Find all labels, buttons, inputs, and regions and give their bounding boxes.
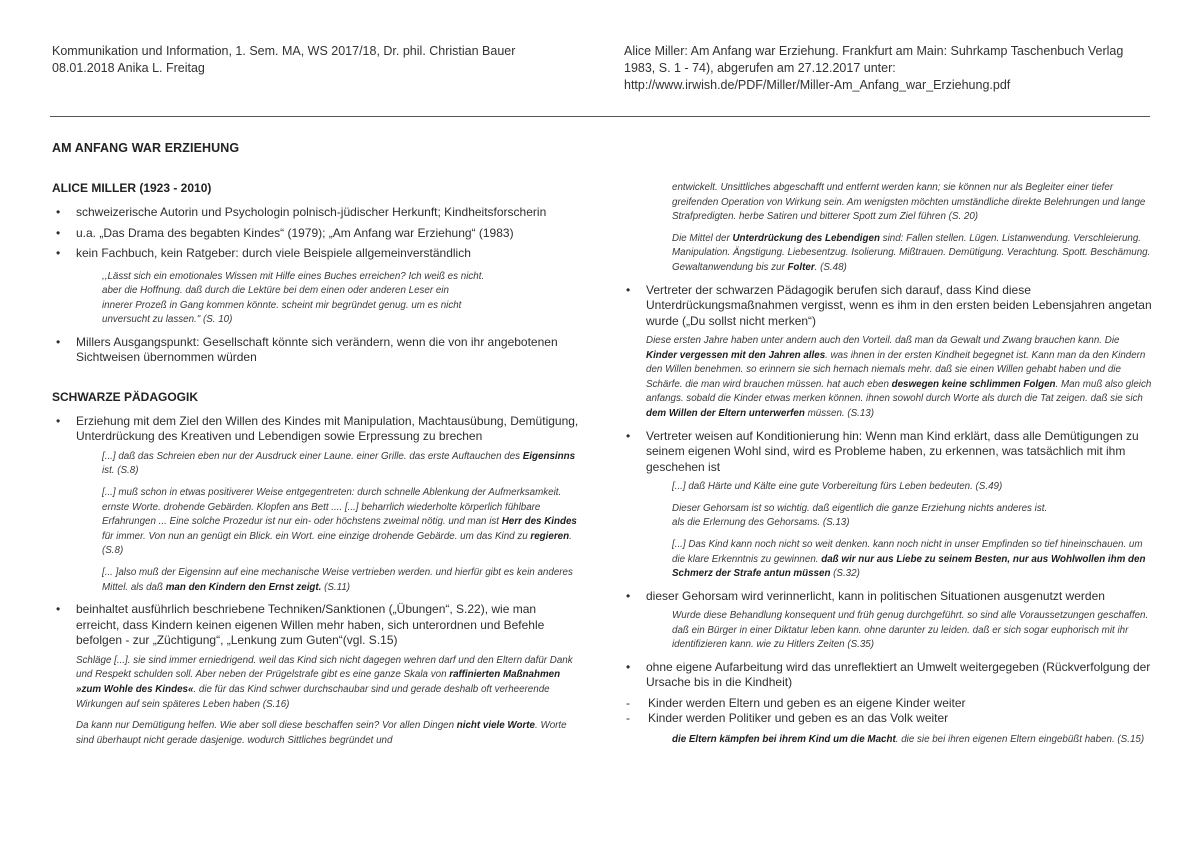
quote-text: Wurde diese Behandlung konsequent und früh genug durchgeführt. so sind alle Voraussetzungen geschaffen. daß ein Bürger in einer Diktatur leben kann. ohne darunter zu leiden. daß er sich sogar euphorisch mit ihr identifizieren kann. wie zu Hitlers Zeiten (S.35) [672,610,1149,651]
bullet-text: Millers Ausgangspunkt: Gesellschaft könnte sich verändern, wenn die von ihr angebotenen Sichtweisen übernommen würden [76,334,558,365]
quote-line: aber die Hoffnung. daß durch die Lektüre bei dem einen oder anderen Leser ein [102,285,449,297]
header-course-info [52,43,572,77]
quote-text: [...] daß das Schreien eben nur der Ausdruck einer Laune. einer Grille. das erste Auftauchen des [102,450,523,462]
quote-line: innerer Prozeß in Gang kommen könnte. scheint mir begründet genug. um es nicht [102,299,462,311]
section-heading-alice-miller: ALICE MILLER (1923 - 2010) [52,181,212,195]
quote-emphasis: nicht viele Worte [456,720,535,732]
quote-text: [...] Das Kind kann noch nicht so weit denken. kann noch nicht in unser Empfinden so tief hineinschauen. um die klare Erkenntnis zu gewinnen. [672,538,1143,565]
dash-text: Kinder werden Eltern und geben es an eigene Kinder weiter [648,695,966,710]
bullet-item [622,660,1152,691]
quote-text: (S.11) [321,581,351,593]
quote-block [52,450,582,479]
quote-text: . die sie bei ihren eigenen Eltern eingebüßt haben. (S.15) [895,733,1145,745]
quote-line: ,,Lässt sich ein emotionales Wissen mit Hilfe eines Buches erreichen? Ich weiß es nicht. [102,270,485,282]
quote-text: sind: Fallen stellen. Lügen. Listanwendung. Verschleierung. Manipulation. Ängstigung. Liebesentzug. Isolierung. Mißtrauen. Demütigung. Verachtung. Spott. Beschämung. Gewaltanwendung bis zur [672,232,1151,273]
quote-block [52,719,582,748]
bullet-item [52,414,582,445]
quote-line: als die Erlernung des Gehorsams. (S.13) [672,517,850,529]
bullet-text: beinhaltet ausführlich beschriebene Techniken/Sanktionen („Übungen“, S.22), wie man erreicht, dass Kindern keinen eigenen Willen mehr haben, sich unterordnen und Befehle befolgen - zur „Züchtigung“, „Lenkung zum Guten“(vgl. S.15) [76,602,545,648]
bullet-icon: • [56,246,61,260]
bullet-text: schweizerische Autorin und Psychologin polnisch-jüdischer Herkunft; Kindheitsforscherin [76,205,547,219]
quote-emphasis: deswegen keine schlimmen Folgen [891,378,1056,390]
quote-line: unversucht zu lassen." (S. 10) [102,314,233,326]
quote-line: Dieser Gehorsam ist so wichtig. daß eigentlich die ganze Erziehung nichts anderes ist. [672,502,1048,514]
header-course-line: Kommunikation und Information, 1. Sem. MA, WS 2017/18, Dr. phil. Christian Bauer [52,44,516,58]
quote-block [622,181,1152,225]
bullet-item [622,283,1152,330]
bullet-item [622,589,1152,605]
header-source-line-1: Alice Miller: Am Anfang war Erziehung. Frankfurt am Main: Suhrkamp Taschenbuch Verlag [624,44,1124,58]
quote-text: [... ]also muß der Eigensinn auf eine mechanische Weise vertrieben werden. und hierfür gibt es kein anderes Mittel. als daß [102,567,573,593]
quote-emphasis: daß wir nur aus Liebe zu seinem Besten, nur aus Wohlwollen ihm den Schmerz der Strafe antun müssen [672,553,1146,580]
quote-emphasis: Herr des Kindes [501,516,577,528]
quote-block [622,538,1152,582]
quote-text: (S.32) [830,568,860,580]
quote-text: Diese ersten Jahre haben unter andern auch den Vorteil. daß man da Gewalt und Zwang brauchen kann. Die [646,335,1120,347]
quote-text: für immer. Von nun an genügt ein Blick. ein Wort. eine einzige drohende Gebärde. um das Kind zu [102,530,531,542]
quote-emphasis: Folter [787,261,815,273]
dash-item [622,696,1152,712]
bullet-icon: • [626,282,631,297]
bullet-text: dieser Gehorsam wird verinnerlicht, kann in politischen Situationen ausgenutzt werden [646,588,1105,603]
bullet-item [622,429,1152,476]
quote-block [52,566,582,595]
bullet-item [52,335,582,366]
bullet-text: ohne eigene Aufarbeitung wird das unreflektiert an Umwelt weitergegeben (Rückverfolgung der Ursache bis in die Kindheit) [646,659,1151,690]
bullet-icon: • [626,588,631,603]
quote-text: [...] daß Härte und Kälte eine gute Vorbereitung fürs Leben bedeuten. (S.49) [672,481,1003,493]
bullet-icon: • [56,334,61,349]
quote-text: . Worte sind überhaupt nicht gerade dasjenige. wodurch Sittliches begründet und [76,720,567,746]
quote-emphasis: Kinder vergessen mit den Jahren alles [646,349,826,361]
quote-text: Schläge [...]. sie sind immer erniedrigend. weil das Kind sich nicht dagegen wehren darf und den Eltern dafür Dank und Respekt schulden soll. Aber neben der Prügelstrafe gibt es eine ganze Skala von [76,654,573,681]
dash-icon: - [626,711,630,726]
quote-text: müssen. (S.13) [804,408,875,420]
quote-text: ist. (S.8) [102,465,139,477]
bullet-icon: • [56,225,61,240]
bullet-item [52,226,582,242]
bullet-icon: • [56,413,61,428]
quote-block [622,232,1152,276]
quote-text: . (S.8) [102,530,572,557]
dash-item [622,711,1152,727]
right-column [622,181,1152,755]
quote-text: . was ihnen in der ersten Kindheit begegnet ist. Kann man da den Kindern den Willen benehmen. so erinnern sie sich hernach niemals mehr. daß sie einen Willen gehabt haben und die Schärfe. die man wird brauchen müssen. hat auch eben [646,349,1146,390]
quote-block [622,733,1152,748]
document-title: AM ANFANG WAR ERZIEHUNG [52,141,240,155]
bullet-text: Erziehung mit dem Ziel den Willen des Kindes mit Manipulation, Machtausübung, Demütigung, Unterdrückung des Kreativen und Lebendigen sowie Erpressung zu brechen [76,413,579,444]
bullet-text: Vertreter der schwarzen Pädagogik berufen sich darauf, dass Kind diese Unterdrückungsmaßnahmen vergisst, wenn es ihm in den ersten beiden Lebensjahren angetan wurde („Du sollst nicht merken“) [646,282,1152,328]
bullet-item [52,205,582,221]
quote-emphasis: dem Willen der Eltern unterwerfen [646,408,805,420]
dash-text: Kinder werden Politiker und geben es an das Volk weiter [648,711,949,726]
quote-text: . die für das Kind schwer durchschaubar sind und gerade deshalb oft verheerende Wirkungen auf sein späteres Leben haben (S.16) [76,683,550,710]
bullet-icon: • [56,205,61,219]
quote-text: Da kann nur Demütigung helfen. Wie aber soll diese beschaffen sein? Vor allen Dingen [76,720,457,732]
bullet-icon: • [56,602,61,617]
quote-emphasis: die Eltern kämpfen bei ihrem Kind um die Macht [672,733,896,745]
header-divider [50,116,1150,117]
bullet-item [52,602,582,649]
quote-text: . Man muß also gleich anfangs. sobald die Kinder etwas merken können. ihnen sowohl durch Worte als durch die Tat zeigen. daß sie sich [646,378,1152,405]
quote-block [622,334,1152,422]
quote-block [52,486,582,559]
quote-text: [...] muß schon in etwas positiverer Weise entgegentreten: durch schnelle Ablenkung der Aufmerksamkeit. ernste Worte. drohende Gebärden. Klopfen ans Bett .... [...] beharrlich wiederholte körperlich fühlbare Erfahrungen ... Eine solche Prozedur ist nur ein- oder höchstens zweimal nötig. und man ist [102,487,562,528]
header-source-url: http://www.irwish.de/PDF/Miller/Miller-Am_Anfang_war_Erziehung.pdf [624,78,1011,92]
quote-emphasis: Unterdrückung des Lebendigen [732,232,880,244]
header-source-info [624,43,1164,94]
header-source-line-2: 1983, S. 1 - 74), abgerufen am 27.12.2017 unter: [624,61,896,75]
quote-block [52,270,582,328]
quote-text: entwickelt. Unsittliches abgeschafft und entfernt werden kann; sie können nur als Begleiter einer tiefer greifenden Operation von Wirkung sein. Am wenigsten möchten umständliche direkte Belehrungen und lange Strafpredigten. herbe Satiren und bitterer Spott zum Ziel führen (S. 20) [672,182,1146,223]
quote-block [52,654,582,712]
quote-text: Die Mittel der [672,232,733,244]
bullet-icon: • [626,659,631,674]
section-heading-schwarze-paedagogik: SCHWARZE PÄDAGOGIK [52,389,199,404]
header-date-author-line: 08.01.2018 Anika L. Freitag [52,61,205,75]
quote-emphasis: raffinierten Maßnahmen »zum Wohle des Kindes« [76,669,561,695]
quote-emphasis: man den Kindern den Ernst zeigt. [165,581,322,593]
quote-block [622,480,1152,495]
bullet-text: kein Fachbuch, kein Ratgeber: durch viele Beispiele allgemeinverständlich [76,246,471,260]
quote-block [622,502,1152,531]
bullet-text: Vertreter weisen auf Konditionierung hin: Wenn man Kind erklärt, dass alle Demütigungen zu seinem eigenen Wohl sind, wird es Probleme haben, zu erkennen, was tatsächlich mit ihm geschehen ist [646,428,1139,474]
bullet-icon: • [626,428,631,443]
bullet-item [52,246,582,262]
quote-emphasis: Eigensinns [522,450,576,462]
quote-emphasis: regieren [530,530,570,542]
quote-text: . (S.48) [814,261,847,273]
bullet-text: u.a. „Das Drama des begabten Kindes“ (1979); „Am Anfang war Erziehung“ (1983) [76,225,514,240]
left-column [52,181,582,755]
quote-block [622,609,1152,653]
dash-icon: - [626,695,630,710]
